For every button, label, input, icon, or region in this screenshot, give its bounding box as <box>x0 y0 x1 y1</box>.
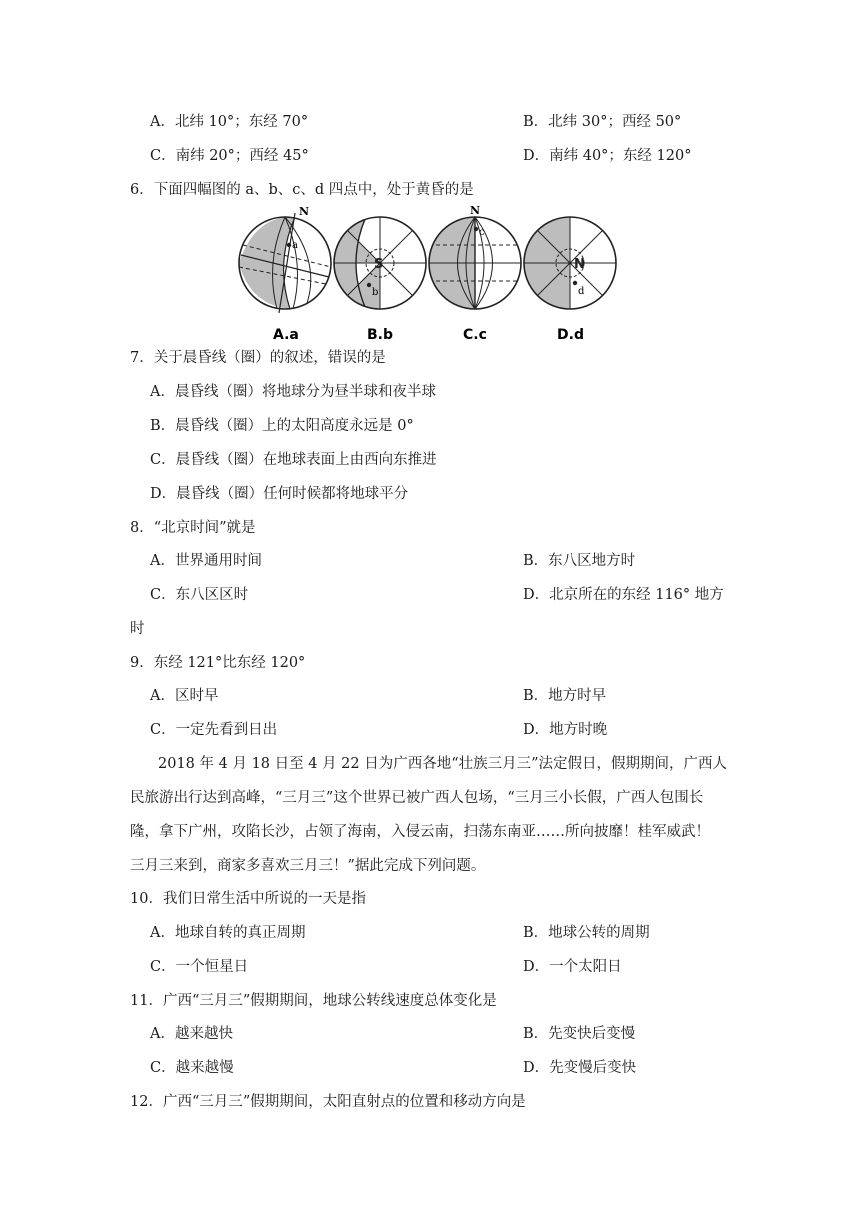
passage-line-1: 2018 年 4 月 18 日至 4 月 22 日为广西各地“壮族三月三”法定假日，假期期间，广西人 <box>158 756 728 772</box>
globe-c-point-label: c <box>479 227 485 238</box>
figure-label-b: B.b <box>367 327 394 343</box>
q5-option-b: B．北纬 30°；西经 50° <box>523 114 682 130</box>
q8-option-c: C．东八区区时 <box>150 587 249 603</box>
q9-option-c: C．一定先看到日出 <box>150 722 278 738</box>
q7-stem: 7．关于晨昏线（圈）的叙述，错误的是 <box>130 350 386 366</box>
q10-option-d: D．一个太阳日 <box>523 959 622 975</box>
globe-b-south-label: S <box>374 257 384 272</box>
q12-stem: 12．广西“三月三”假期期间，太阳直射点的位置和移动方向是 <box>130 1094 526 1110</box>
q7-option-c: C．晨昏线（圈）在地球表面上由西向东推进 <box>150 452 437 468</box>
globe-a-north-label: N <box>299 205 310 218</box>
q7-option-b: B．晨昏线（圈）上的太阳高度永远是 0° <box>150 418 414 434</box>
q8-option-d: D．北京所在的东经 116° 地方 <box>523 587 724 603</box>
q9-option-b: B．地方时早 <box>523 688 607 704</box>
q11-stem: 11．广西“三月三”假期期间，地球公转线速度总体变化是 <box>130 993 497 1009</box>
globe-d-north-label: N <box>574 257 585 272</box>
q11-option-c: C．越来越慢 <box>150 1060 234 1076</box>
q7-option-d: D．晨昏线（圈）任何时候都将地球平分 <box>150 486 409 502</box>
passage-line-3: 隆，拿下广州，攻陷长沙，占领了海南，入侵云南，扫荡东南亚……所向披靡！桂军威武！ <box>130 824 710 840</box>
q6-globe-figure <box>235 205 625 345</box>
figure-label-d: D.d <box>557 327 584 343</box>
q9-option-d: D．地方时晚 <box>523 722 608 738</box>
q6-stem: 6．下面四幅图的 a、b、c、d 四点中，处于黄昏的是 <box>130 182 474 198</box>
figure-label-c: C.c <box>463 327 487 343</box>
globe-a-point-label: a <box>292 240 298 251</box>
globe-b-point-label: b <box>372 287 379 298</box>
globe-d <box>524 215 616 311</box>
q5-option-c: C．南纬 20°；西经 45° <box>150 148 309 164</box>
globe-d-point-label: d <box>578 286 585 297</box>
q9-option-a: A．区时早 <box>150 688 219 704</box>
q10-option-b: B．地球公转的周期 <box>523 925 650 941</box>
q9-stem: 9．东经 121°比东经 120° <box>130 655 306 671</box>
q8-option-a: A．世界通用时间 <box>150 553 262 569</box>
q8-option-b: B．东八区地方时 <box>523 553 636 569</box>
q11-option-d: D．先变慢后变快 <box>523 1060 637 1076</box>
q5-option-d: D．南纬 40°；东经 120° <box>523 148 692 164</box>
q7-option-a: A．晨昏线（圈）将地球分为昼半球和夜半球 <box>150 384 436 400</box>
q10-option-a: A．地球自转的真正周期 <box>150 925 306 941</box>
globe-c-north-label: N <box>470 205 481 217</box>
q11-option-a: A．越来越快 <box>150 1026 233 1042</box>
q8-option-d-continuation: 时 <box>130 621 145 637</box>
q11-option-b: B．先变快后变慢 <box>523 1026 636 1042</box>
passage-line-4: 三月三来到，商家多喜欢三月三！”据此完成下列问题。 <box>130 858 486 874</box>
figure-label-a: A.a <box>273 327 299 343</box>
q5-option-a: A．北纬 10°；东经 70° <box>150 114 309 130</box>
globe-b <box>334 215 426 311</box>
passage-line-2: 民旅游出行达到高峰，“三月三”这个世界已被广西人包场，“三月三小长假，广西人包围长 <box>130 790 704 806</box>
q10-stem: 10．我们日常生活中所说的一天是指 <box>130 891 366 907</box>
q10-option-c: C．一个恒星日 <box>150 959 249 975</box>
globe-c <box>429 205 521 311</box>
q8-stem: 8．“北京时间”就是 <box>130 520 256 536</box>
globe-a <box>235 205 335 325</box>
